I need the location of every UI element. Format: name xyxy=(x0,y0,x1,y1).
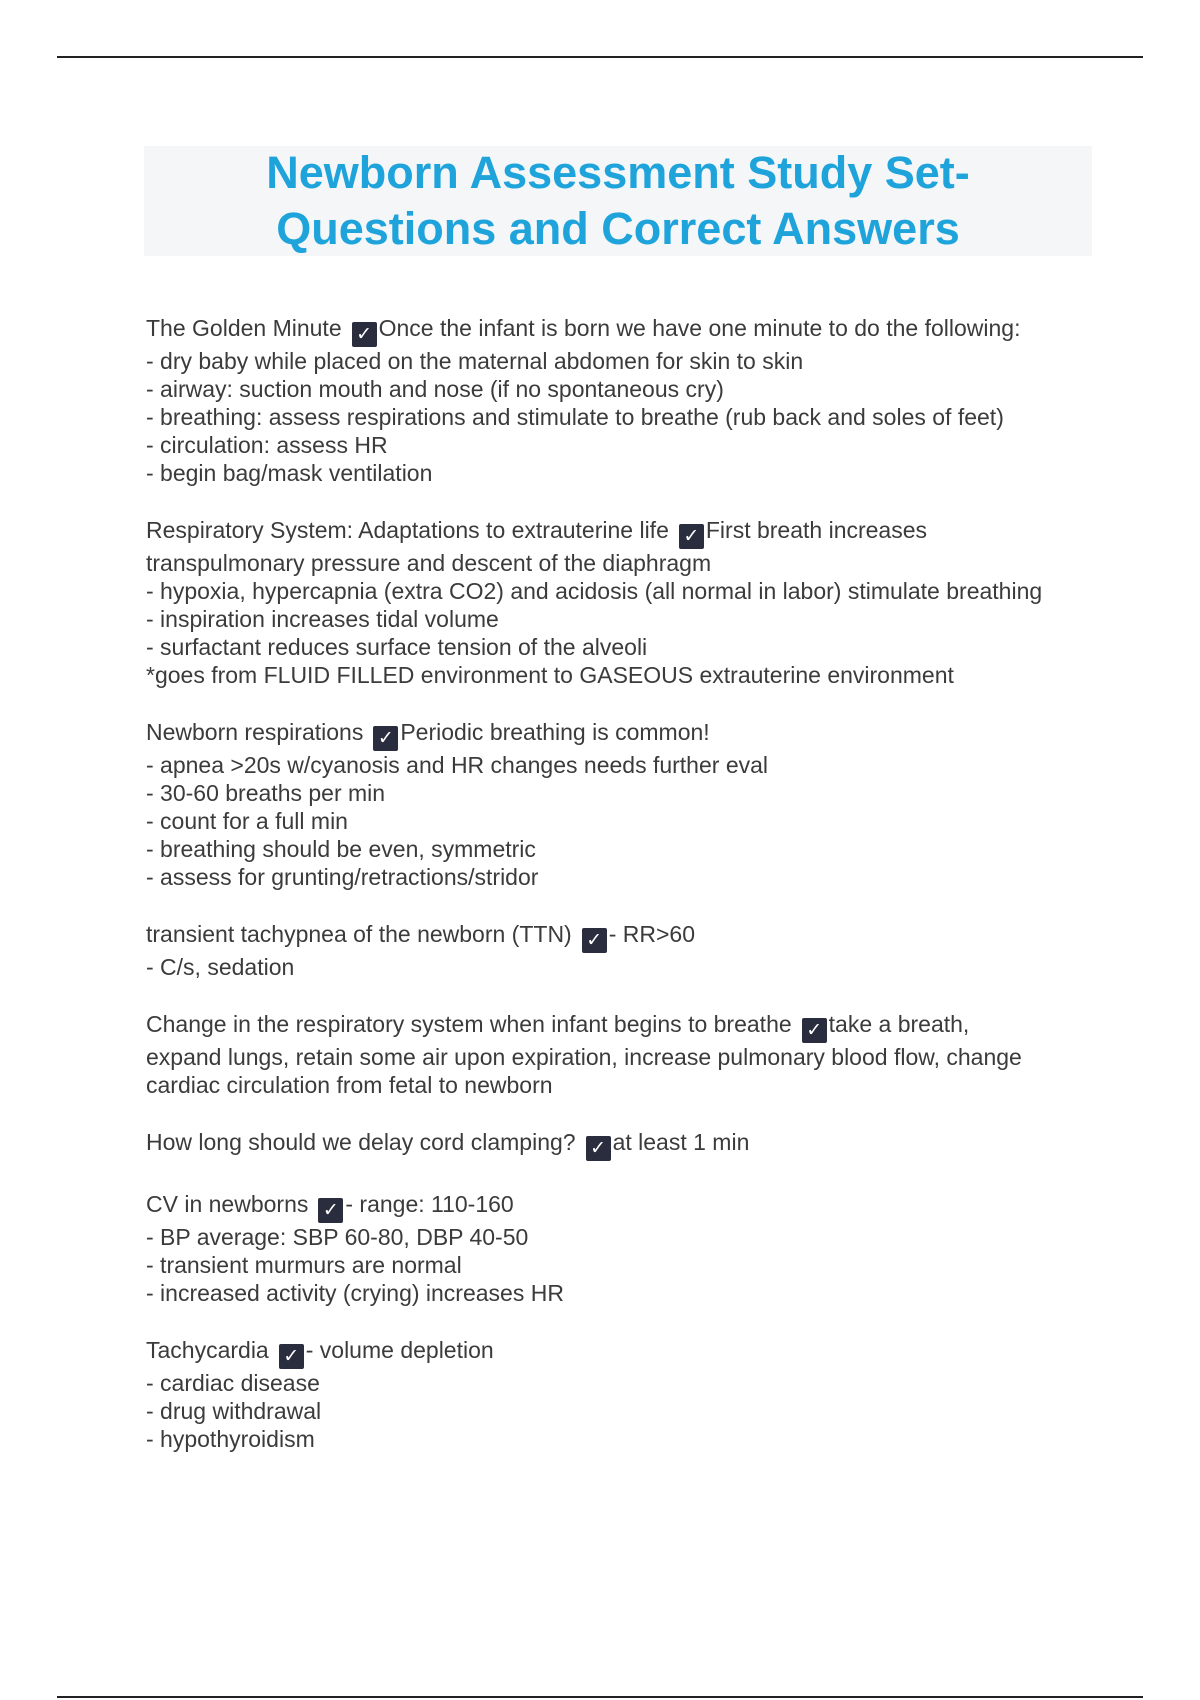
answer-text: Periodic breathing is common! xyxy=(400,719,710,745)
title-banner xyxy=(144,146,1092,256)
qa-first-line xyxy=(146,1190,1106,1223)
answer-line: - apnea >20s w/cyanosis and HR changes needs further eval xyxy=(146,752,769,778)
question-text: How long should we delay cord clamping? xyxy=(146,1129,576,1155)
checkmark-icon: ✓ xyxy=(582,928,607,953)
question-text: The Golden Minute xyxy=(146,315,342,341)
answer-line: - airway: suction mouth and nose (if no spontaneous cry) xyxy=(146,376,724,402)
question-text: Respiratory System: Adaptations to extrauterine life xyxy=(146,517,669,543)
answer-line: - 30-60 breaths per min xyxy=(146,780,386,806)
answer-text: - range: 110-160 xyxy=(345,1191,514,1217)
checkmark-icon: ✓ xyxy=(802,1018,827,1043)
answer-line: cardiac circulation from fetal to newborn xyxy=(146,1072,553,1098)
answer-line: - hypoxia, hypercapnia (extra CO2) and acidosis (all normal in labor) stimulate breathing xyxy=(146,578,1043,604)
answer-line: - breathing: assess respirations and stimulate to breathe (rub back and soles of feet) xyxy=(146,404,1004,430)
answer-line: expand lungs, retain some air upon expiration, increase pulmonary blood flow, change xyxy=(146,1044,1022,1070)
question-text: CV in newborns xyxy=(146,1191,309,1217)
qa-item xyxy=(146,1190,1106,1307)
answer-line: - surfactant reduces surface tension of the alveoli xyxy=(146,634,648,660)
title-line-1: Newborn Assessment Study Set- xyxy=(266,147,970,198)
answer-line: - C/s, sedation xyxy=(146,954,295,980)
qa-item xyxy=(146,516,1106,689)
qa-item xyxy=(146,314,1106,487)
checkmark-icon: ✓ xyxy=(586,1136,611,1161)
answer-line: *goes from FLUID FILLED environment to GASEOUS extrauterine environment xyxy=(146,662,954,688)
answer-text: Once the infant is born we have one minute to do the following: xyxy=(378,315,1021,341)
qa-first-line xyxy=(146,920,1106,953)
answer-text: - volume depletion xyxy=(305,1337,494,1363)
qa-item xyxy=(146,1336,1106,1453)
qa-item xyxy=(146,1010,1106,1099)
answer-line: - count for a full min xyxy=(146,808,348,834)
answer-line: - breathing should be even, symmetric xyxy=(146,836,536,862)
answer-line: - begin bag/mask ventilation xyxy=(146,460,433,486)
answer-line: - assess for grunting/retractions/stridor xyxy=(146,864,539,890)
qa-first-line xyxy=(146,718,1106,751)
question-text: transient tachypnea of the newborn (TTN) xyxy=(146,921,572,947)
qa-first-line xyxy=(146,1010,1106,1043)
question-text: Change in the respiratory system when infant begins to breathe xyxy=(146,1011,792,1037)
answer-line: - BP average: SBP 60-80, DBP 40-50 xyxy=(146,1224,529,1250)
qa-item xyxy=(146,718,1106,891)
qa-item xyxy=(146,1128,1106,1161)
answer-text: take a breath, xyxy=(828,1011,970,1037)
question-text: Tachycardia xyxy=(146,1337,269,1363)
answer-text: - RR>60 xyxy=(608,921,696,947)
checkmark-icon: ✓ xyxy=(679,524,704,549)
answer-line: - transient murmurs are normal xyxy=(146,1252,462,1278)
answer-text: at least 1 min xyxy=(612,1129,750,1155)
qa-list xyxy=(146,314,1106,1482)
checkmark-icon: ✓ xyxy=(318,1198,343,1223)
title-line-2: Questions and Correct Answers xyxy=(276,203,960,254)
answer-line: - hypothyroidism xyxy=(146,1426,315,1452)
qa-first-line xyxy=(146,516,1106,549)
question-text: Newborn respirations xyxy=(146,719,364,745)
answer-line: - cardiac disease xyxy=(146,1370,320,1396)
answer-line: - drug withdrawal xyxy=(146,1398,322,1424)
checkmark-icon: ✓ xyxy=(373,726,398,751)
qa-first-line xyxy=(146,1336,1106,1369)
top-rule xyxy=(57,56,1143,58)
qa-item xyxy=(146,920,1106,981)
answer-line: - inspiration increases tidal volume xyxy=(146,606,499,632)
checkmark-icon: ✓ xyxy=(279,1344,304,1369)
answer-line: - dry baby while placed on the maternal abdomen for skin to skin xyxy=(146,348,804,374)
answer-line: - increased activity (crying) increases HR xyxy=(146,1280,564,1306)
answer-text: First breath increases xyxy=(705,517,928,543)
checkmark-icon: ✓ xyxy=(352,322,377,347)
answer-line: transpulmonary pressure and descent of the diaphragm xyxy=(146,550,712,576)
bottom-rule xyxy=(57,1696,1143,1698)
qa-first-line xyxy=(146,314,1106,347)
answer-line: - circulation: assess HR xyxy=(146,432,388,458)
qa-first-line xyxy=(146,1128,1106,1161)
